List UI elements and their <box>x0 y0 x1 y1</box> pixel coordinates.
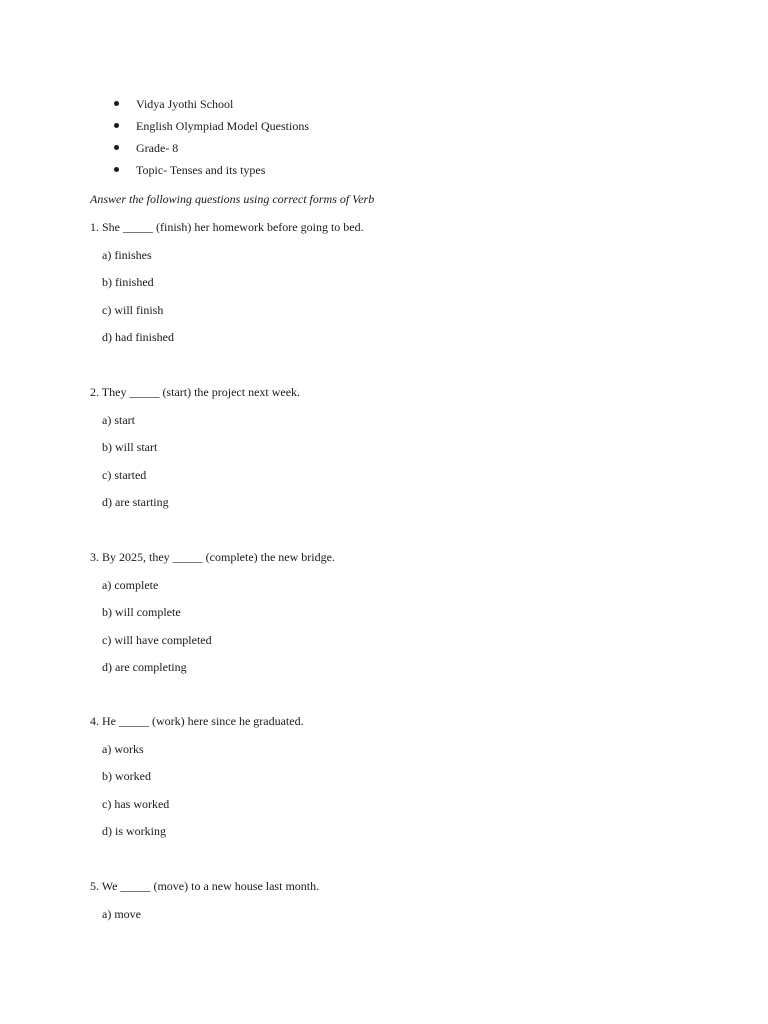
option-a: a) complete <box>102 577 159 592</box>
option-c: c) started <box>102 467 147 482</box>
question-text: 4. He _____ (work) here since he graduated. <box>90 714 304 728</box>
instruction-text: Answer the following questions using correct forms of Verb <box>90 192 375 206</box>
question-text: 3. By 2025, they _____ (complete) the new bridge. <box>90 550 335 564</box>
header-item-label: Grade- 8 <box>136 141 179 155</box>
option-b: b) will start <box>102 440 158 454</box>
question-text: 1. She _____ (finish) her homework before going to bed. <box>90 220 364 234</box>
bullet-icon <box>114 123 119 128</box>
option-a: a) start <box>102 412 135 427</box>
option-d: d) are completing <box>102 660 187 674</box>
option-a: a) works <box>102 741 144 756</box>
bullet-icon <box>114 101 119 106</box>
question-4 <box>90 712 690 840</box>
option-d: d) are starting <box>102 495 169 509</box>
option-a: a) finishes <box>102 247 152 262</box>
bullet-icon <box>114 167 119 172</box>
header-item-label: Vidya Jyothi School <box>136 97 234 111</box>
option-c: c) will finish <box>102 302 164 317</box>
header-item-topic <box>112 161 309 183</box>
header-item-title <box>112 117 309 139</box>
option-d: d) had finished <box>102 330 174 344</box>
option-b: b) worked <box>102 769 151 783</box>
question-3 <box>90 548 690 676</box>
question-5 <box>90 877 690 923</box>
option-b: b) finished <box>102 275 154 289</box>
question-text: 2. They _____ (start) the project next week. <box>90 385 301 399</box>
question-text: 5. We _____ (move) to a new house last month. <box>90 879 320 893</box>
header-item-label: English Olympiad Model Questions <box>136 119 309 133</box>
question-2 <box>90 383 690 511</box>
option-a: a) move <box>102 906 141 921</box>
question-1 <box>90 218 690 346</box>
option-d: d) is working <box>102 824 166 838</box>
header-item-grade <box>112 139 309 161</box>
bullet-icon <box>114 145 119 150</box>
option-b: b) will complete <box>102 605 181 619</box>
header-bullet-list <box>112 95 309 183</box>
option-c: c) has worked <box>102 796 170 811</box>
header-item-label: Topic- Tenses and its types <box>136 163 266 177</box>
header-item-school <box>112 95 309 117</box>
option-c: c) will have completed <box>102 632 212 647</box>
